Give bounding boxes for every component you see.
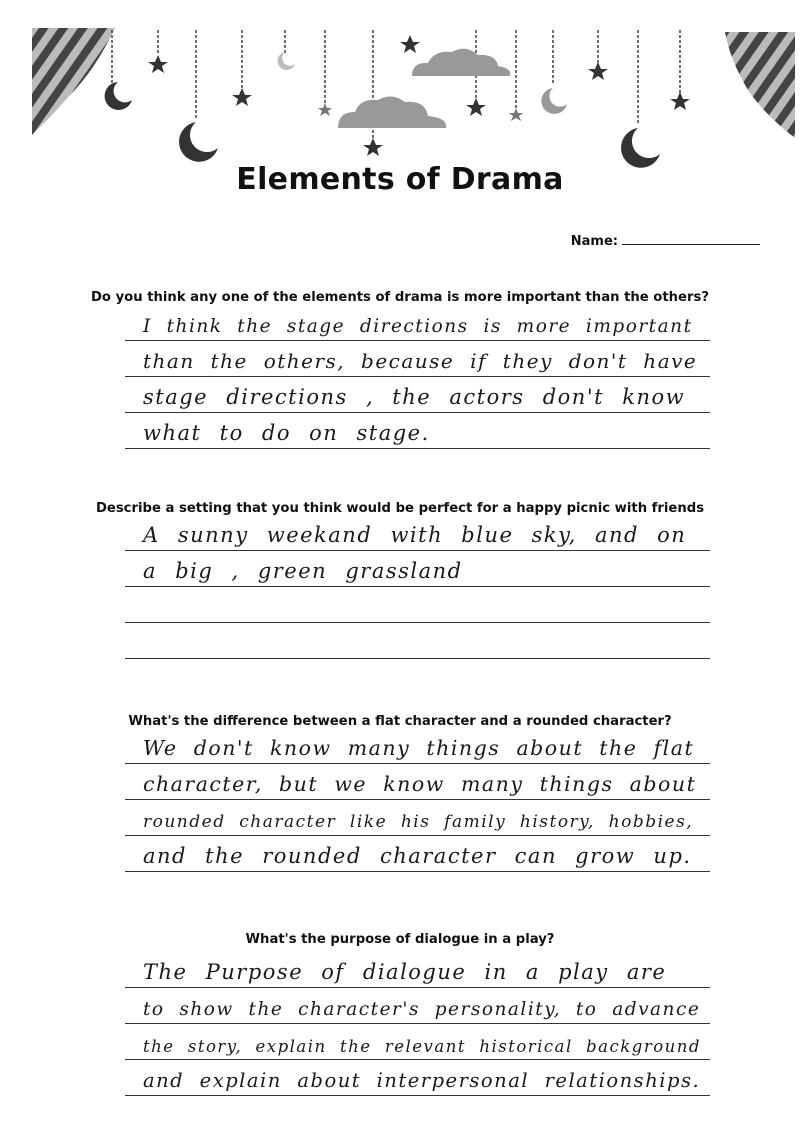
star-icon bbox=[363, 138, 383, 156]
answer-line[interactable] bbox=[125, 764, 710, 800]
name-field bbox=[571, 233, 760, 249]
answer-line[interactable] bbox=[125, 952, 710, 988]
answer-line[interactable] bbox=[125, 836, 710, 872]
answer-line[interactable] bbox=[125, 377, 710, 413]
star-icon bbox=[670, 92, 690, 110]
handwritten-answer: than the others, because if they don't have bbox=[143, 349, 698, 373]
handwritten-answer: and explain about interpersonal relationships. bbox=[143, 1069, 701, 1092]
handwritten-answer: what to do on stage. bbox=[143, 421, 430, 445]
question-4-prompt: What's the purpose of dialogue in a play? bbox=[245, 932, 555, 947]
right-curtain bbox=[725, 32, 795, 138]
handwritten-answer: The Purpose of dialogue in a play are bbox=[143, 960, 667, 984]
moon-icon bbox=[541, 88, 567, 114]
answer-line[interactable] bbox=[125, 341, 710, 377]
name-blank-line[interactable] bbox=[622, 233, 760, 245]
answer-line[interactable] bbox=[125, 515, 710, 551]
handwritten-answer: A sunny weekand with blue sky, and on bbox=[143, 523, 687, 547]
answer-line[interactable] bbox=[125, 623, 710, 659]
page-title: Elements of Drama bbox=[236, 162, 564, 197]
cloud-icon bbox=[412, 49, 510, 76]
question-1-answer bbox=[125, 305, 710, 449]
question-1-prompt: Do you think any one of the elements of drama is more important than the others? bbox=[90, 290, 709, 305]
star-icon bbox=[588, 62, 608, 80]
answer-line[interactable] bbox=[125, 587, 710, 623]
star-icon bbox=[318, 103, 332, 116]
cloud-icons bbox=[338, 49, 510, 128]
moon-icon bbox=[278, 52, 295, 70]
moon-icon bbox=[105, 82, 132, 110]
answer-line[interactable] bbox=[125, 305, 710, 341]
answer-line[interactable] bbox=[125, 988, 710, 1024]
left-curtain bbox=[32, 28, 115, 135]
answer-line[interactable] bbox=[125, 413, 710, 449]
answer-line[interactable] bbox=[125, 551, 710, 587]
star-icon bbox=[466, 98, 486, 116]
handwritten-answer: a big , green grassland bbox=[143, 559, 463, 583]
question-3-answer bbox=[125, 728, 710, 872]
moon-icon bbox=[179, 122, 218, 162]
name-label: Name: bbox=[570, 234, 618, 249]
star-icon bbox=[232, 88, 252, 106]
cloud-icon bbox=[338, 96, 446, 128]
star-icon bbox=[148, 55, 168, 73]
star-icons bbox=[148, 35, 690, 156]
handwritten-answer: I think the stage directions is more important bbox=[143, 316, 693, 337]
question-4-answer bbox=[125, 952, 710, 1096]
handwritten-answer: We don't know many things about the flat bbox=[143, 736, 695, 760]
star-icon bbox=[400, 35, 420, 53]
handwritten-answer: rounded character like his family history, hobbies, bbox=[143, 812, 694, 832]
answer-line[interactable] bbox=[125, 800, 710, 836]
question-2-prompt: Describe a setting that you think would be perfect for a happy picnic with friends bbox=[95, 501, 705, 516]
star-icon bbox=[509, 108, 523, 121]
handwritten-answer: the story, explain the relevant historical background bbox=[143, 1037, 701, 1056]
answer-line[interactable] bbox=[125, 1060, 710, 1096]
answer-line[interactable] bbox=[125, 728, 710, 764]
handwritten-answer: and the rounded character can grow up. bbox=[143, 844, 692, 868]
question-2-answer bbox=[125, 515, 710, 659]
question-3-prompt: What's the difference between a flat character and a rounded character? bbox=[128, 714, 672, 729]
handwritten-answer: stage directions , the actors don't know bbox=[143, 385, 686, 409]
answer-line[interactable] bbox=[125, 1024, 710, 1060]
header-decoration bbox=[0, 0, 800, 175]
handwritten-answer: to show the character's personality, to advance bbox=[143, 999, 701, 1020]
handwritten-answer: character, but we know many things about bbox=[143, 772, 697, 796]
